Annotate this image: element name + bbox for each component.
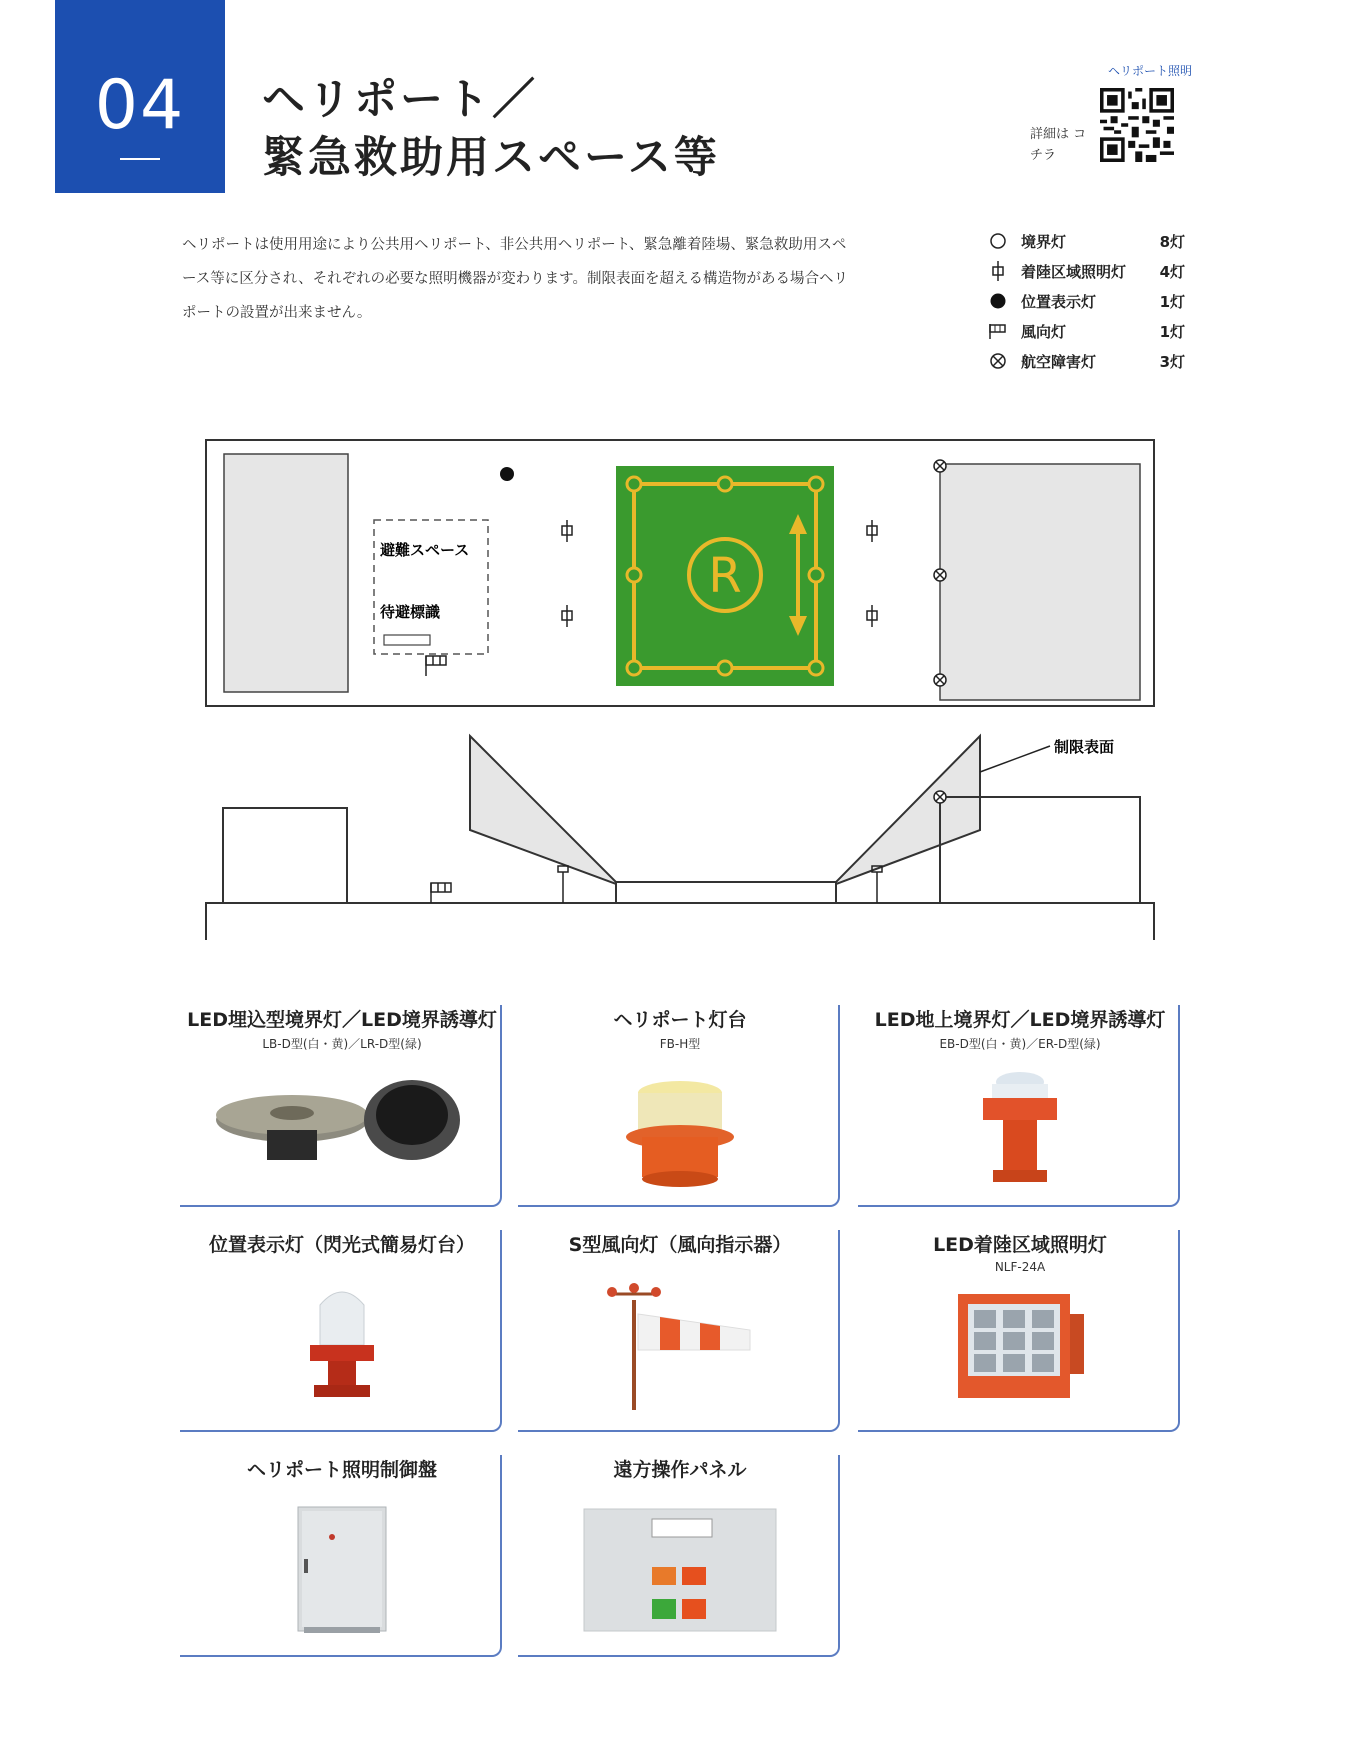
obstruction-light-elevation [934, 791, 946, 803]
section-number: 04 [94, 66, 186, 145]
description-text: ヘリポートは使用用途により公共用ヘリポート、非公共用ヘリポート、緊急離着陸場、緊急救助用スペース等に区分され、それぞれの必要な照明機器が変わります。制限表面を超える構造物がある場合ヘリポートの設置が出来ません。 [182, 237, 848, 321]
waiting-sign-label: 待避標識 [380, 603, 441, 621]
wind-flag-icon [985, 318, 1011, 344]
heliport-beacon-image [620, 1075, 740, 1190]
embedded-light-image [212, 1075, 472, 1185]
page-title-line1: ヘリポート／ [262, 75, 538, 125]
legend-row-boundary-light: 境界灯 8灯 [985, 226, 1185, 256]
qr-code-icon[interactable] [1100, 88, 1174, 162]
qr-caption: ヘリポート照明 [1107, 64, 1192, 78]
wind-indicator-image [600, 1280, 760, 1415]
open-circle-icon [985, 228, 1011, 254]
helipad-layout-diagram [200, 430, 1160, 950]
position-light-marker [500, 467, 514, 481]
filled-circle-icon [985, 288, 1011, 314]
remote-panel-image [580, 1505, 780, 1635]
qr-detail-text: 詳細は コチラ [1030, 127, 1087, 163]
position-light-image [292, 1285, 392, 1410]
product-card-embedded-light[interactable]: LED埋込型境界灯／LED境界誘導灯 LB-D型(白・黄)／LR-D型(緑) [182, 1005, 502, 1205]
left-building [224, 454, 348, 692]
landing-light-icon [985, 258, 1011, 284]
legend-row-position-light: 位置表示灯 1灯 [985, 286, 1185, 316]
elevation-view [206, 736, 1154, 940]
product-card-position-light[interactable]: 位置表示灯（閃光式簡易灯台） [182, 1230, 502, 1430]
helipad-mark-letter: R [708, 548, 742, 604]
product-card-landing-area-light[interactable]: LED着陸区域照明灯 NLF-24A [860, 1230, 1180, 1430]
crossed-circle-icon [985, 348, 1011, 374]
product-card-control-panel[interactable]: ヘリポート照明制御盤 [182, 1455, 502, 1655]
legend [985, 226, 1185, 376]
legend-row-landing-light: 着陸区域照明灯 4灯 [985, 256, 1185, 286]
section-number-underline [120, 158, 160, 160]
evacuation-space-label: 避難スペース [380, 541, 470, 559]
ground-boundary-light-image [965, 1070, 1075, 1190]
control-panel-image [292, 1503, 392, 1638]
legend-row-wind-light: 風向灯 1灯 [985, 316, 1185, 346]
landing-area-light-image [950, 1290, 1090, 1405]
product-card-ground-boundary-light[interactable]: LED地上境界灯／LED境界誘導灯 EB-D型(白・黄)／ER-D型(緑) [860, 1005, 1180, 1205]
legend-row-obstruction-light: 航空障害灯 3灯 [985, 346, 1185, 376]
page-title-line2: 緊急救助用スペース等 [262, 133, 720, 183]
product-card-remote-panel[interactable]: 遠方操作パネル [520, 1455, 840, 1655]
product-card-heliport-beacon[interactable]: ヘリポート灯台 FB-H型 [520, 1005, 840, 1205]
right-building [940, 464, 1140, 700]
product-card-wind-indicator[interactable]: S型風向灯（風向指示器） [520, 1230, 840, 1430]
restriction-surface-label: 制限表面 [1054, 738, 1115, 756]
